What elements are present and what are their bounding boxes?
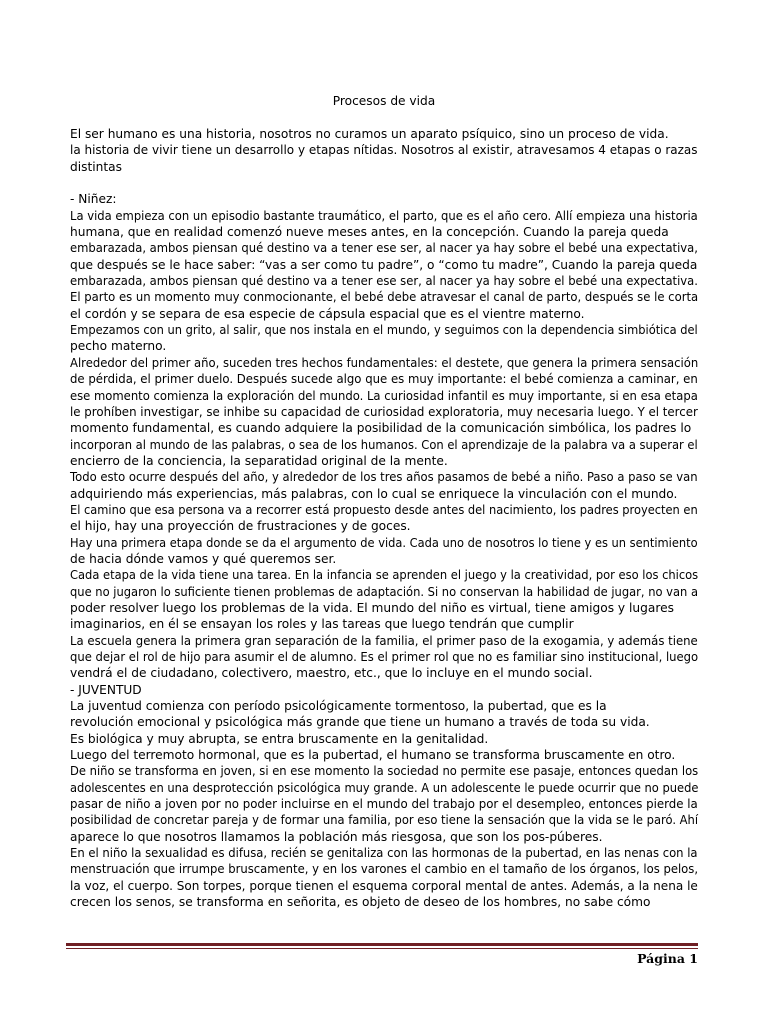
text-line: le prohíben investigar, se inhibe su capacidad de curiosidad exploratoria, muy necesaria luego. Y el tercer <box>70 404 698 419</box>
text-line: la historia de vivir tiene un desarrollo y etapas nítidas. Nosotros al existir, atravesamos 4 etapas o razas <box>70 143 698 158</box>
text-line: Cada etapa de la vida tiene una tarea. En la infancia se aprenden el juego y la creatividad, por eso los chicos <box>70 568 699 583</box>
footer-rule-thin <box>66 948 698 949</box>
text-line: Hay una primera etapa donde se da el argumento de vida. Cada uno de nosotros lo tiene y es un sentimiento <box>70 535 698 550</box>
text-line: - JUVENTUD <box>70 682 142 697</box>
text-line: embarazada, ambos piensan qué destino va a tener ese ser, al nacer ya hay sobre el bebé una expectativa, <box>70 241 698 256</box>
text-line: humana, que en realidad comenzó nueve meses antes, en la concepción. Cuando la pareja queda <box>70 225 669 240</box>
document-body <box>70 126 698 911</box>
text-line: imaginarios, en él se ensayan los roles y las tareas que luego tendrán que cumplir <box>70 617 574 632</box>
text-line: La vida empieza con un episodio bastante traumático, el parto, que es el año cero. Allí empieza una historia <box>70 208 698 223</box>
text-line: que no jugaron lo suficiente tienen problemas de adaptación. Si no conservan la habilidad de jugar, no van a <box>70 584 698 599</box>
text-line: En el niño la sexualidad es difusa, recién se genitaliza con las hormonas de la pubertad, en las nenas con la <box>70 846 698 861</box>
text-line: la voz, el cuerpo. Son torpes, porque tienen el esquema corporal mental de antes. Además, a la nena le <box>70 878 698 893</box>
text-line: encierro de la conciencia, la separatidad original de la mente. <box>70 453 448 468</box>
text-line: La juventud comienza con período psicológicamente tormentoso, la pubertad, que es la <box>70 699 607 714</box>
text-line: incorporan al mundo de las palabras, o sea de los humanos. Con el aprendizaje de la palabra va a superar el <box>70 437 698 452</box>
text-line: posibilidad de concretar pareja y de formar una familia, por eso tiene la sensación que la vida se le paró. Ahí <box>70 813 699 828</box>
text-line: pecho materno. <box>70 339 167 354</box>
text-line: pasar de niño a joven por no poder incluirse en el mundo del trabajo por el desempleo, entonces pierde la <box>70 797 698 812</box>
text-line: Luego del terremoto hormonal, que es la pubertad, el humano se transforma bruscamente en otro. <box>70 748 676 763</box>
text-line: Empezamos con un grito, al salir, que nos instala en el mundo, y seguimos con la dependencia simbiótica del <box>70 323 698 338</box>
text-line: poder resolver luego los problemas de la vida. El mundo del niño es virtual, tiene amigos y lugares <box>70 600 674 615</box>
text-line: Alrededor del primer año, suceden tres hechos fundamentales: el destete, que genera la primera sensación <box>70 355 699 370</box>
text-line: - Niñez: <box>70 192 117 207</box>
text-line: crecen los senos, se transforma en señorita, es objeto de deseo de los hombres, no sabe cómo <box>70 895 651 910</box>
blank-line <box>70 175 698 191</box>
text-line: menstruación que irrumpe bruscamente, y en los varones el cambio en el tamaño de los órganos, los pelos, <box>70 862 699 877</box>
text-line: La escuela genera la primera gran separación de la familia, el primer paso de la exogamia, y además tiene <box>70 633 698 648</box>
text-line: el hijo, hay una proyección de frustraciones y de goces. <box>70 519 411 534</box>
text-line: Es biológica y muy abrupta, se entra bruscamente en la genitalidad. <box>70 731 489 746</box>
text-line: adolescentes en una desprotección psicológica muy grande. A un adolescente le puede ocurrir que no puede <box>70 780 699 795</box>
text-line: momento fundamental, es cuando adquiere la posibilidad de la comunicación simbólica, los padres lo <box>70 421 692 436</box>
text-line: de hacia dónde vamos y qué queremos ser. <box>70 551 337 566</box>
text-line: ese momento comienza la exploración del mundo. La curiosidad infantil es muy importante, si en esa etapa <box>70 388 698 403</box>
text-line: El camino que esa persona va a recorrer está propuesto desde antes del nacimiento, los padres proyecten en <box>70 502 698 517</box>
text-line: El parto es un momento muy conmocionante, el bebé debe atravesar el canal de parto, después se le corta <box>70 290 699 305</box>
text-line: distintas <box>70 159 122 174</box>
text-line: Todo esto ocurre después del año, y alrededor de los tres años pasamos de bebé a niño. Paso a paso se van <box>70 470 698 485</box>
document-title: Procesos de vida <box>332 94 436 108</box>
text-line: de pérdida, el primer duelo. Después sucede algo que es muy importante: el bebé comienza a caminar, en <box>70 372 698 387</box>
page-number: Página 1 <box>637 951 698 966</box>
text-line: adquiriendo más experiencias, más palabras, con lo cual se enriquece la vinculación con el mundo. <box>70 486 678 501</box>
text-line: que después se le hace saber: “vas a ser como tu padre”, o “como tu madre”, Cuando la pareja queda <box>70 257 698 272</box>
text-line: el cordón y se separa de esa especie de cápsula espacial que es el vientre materno. <box>70 306 585 321</box>
text-line: aparece lo que nosotros llamamos la población más riesgosa, que son los pos-púberes. <box>70 829 603 844</box>
text-line: De niño se transforma en joven, si en ese momento la sociedad no permite ese pasaje, entonces quedan los <box>70 764 699 779</box>
text-line: El ser humano es una historia, nosotros no curamos un aparato psíquico, sino un proceso de vida. <box>70 127 669 141</box>
text-line: revolución emocional y psicológica más grande que tiene un humano a través de toda su vida. <box>70 715 650 730</box>
footer-rule-thick <box>66 943 698 946</box>
text-line: que dejar el rol de hijo para asumir el de alumno. Es el primer rol que no es familiar sino institucional, luego <box>70 650 699 664</box>
text-line: embarazada, ambos piensan qué destino va a tener ese ser, al nacer ya hay sobre el bebé una expectativa. <box>70 274 698 289</box>
text-line: vendrá el de ciudadano, colectivero, maestro, etc., que lo incluye en el mundo social. <box>70 666 593 681</box>
